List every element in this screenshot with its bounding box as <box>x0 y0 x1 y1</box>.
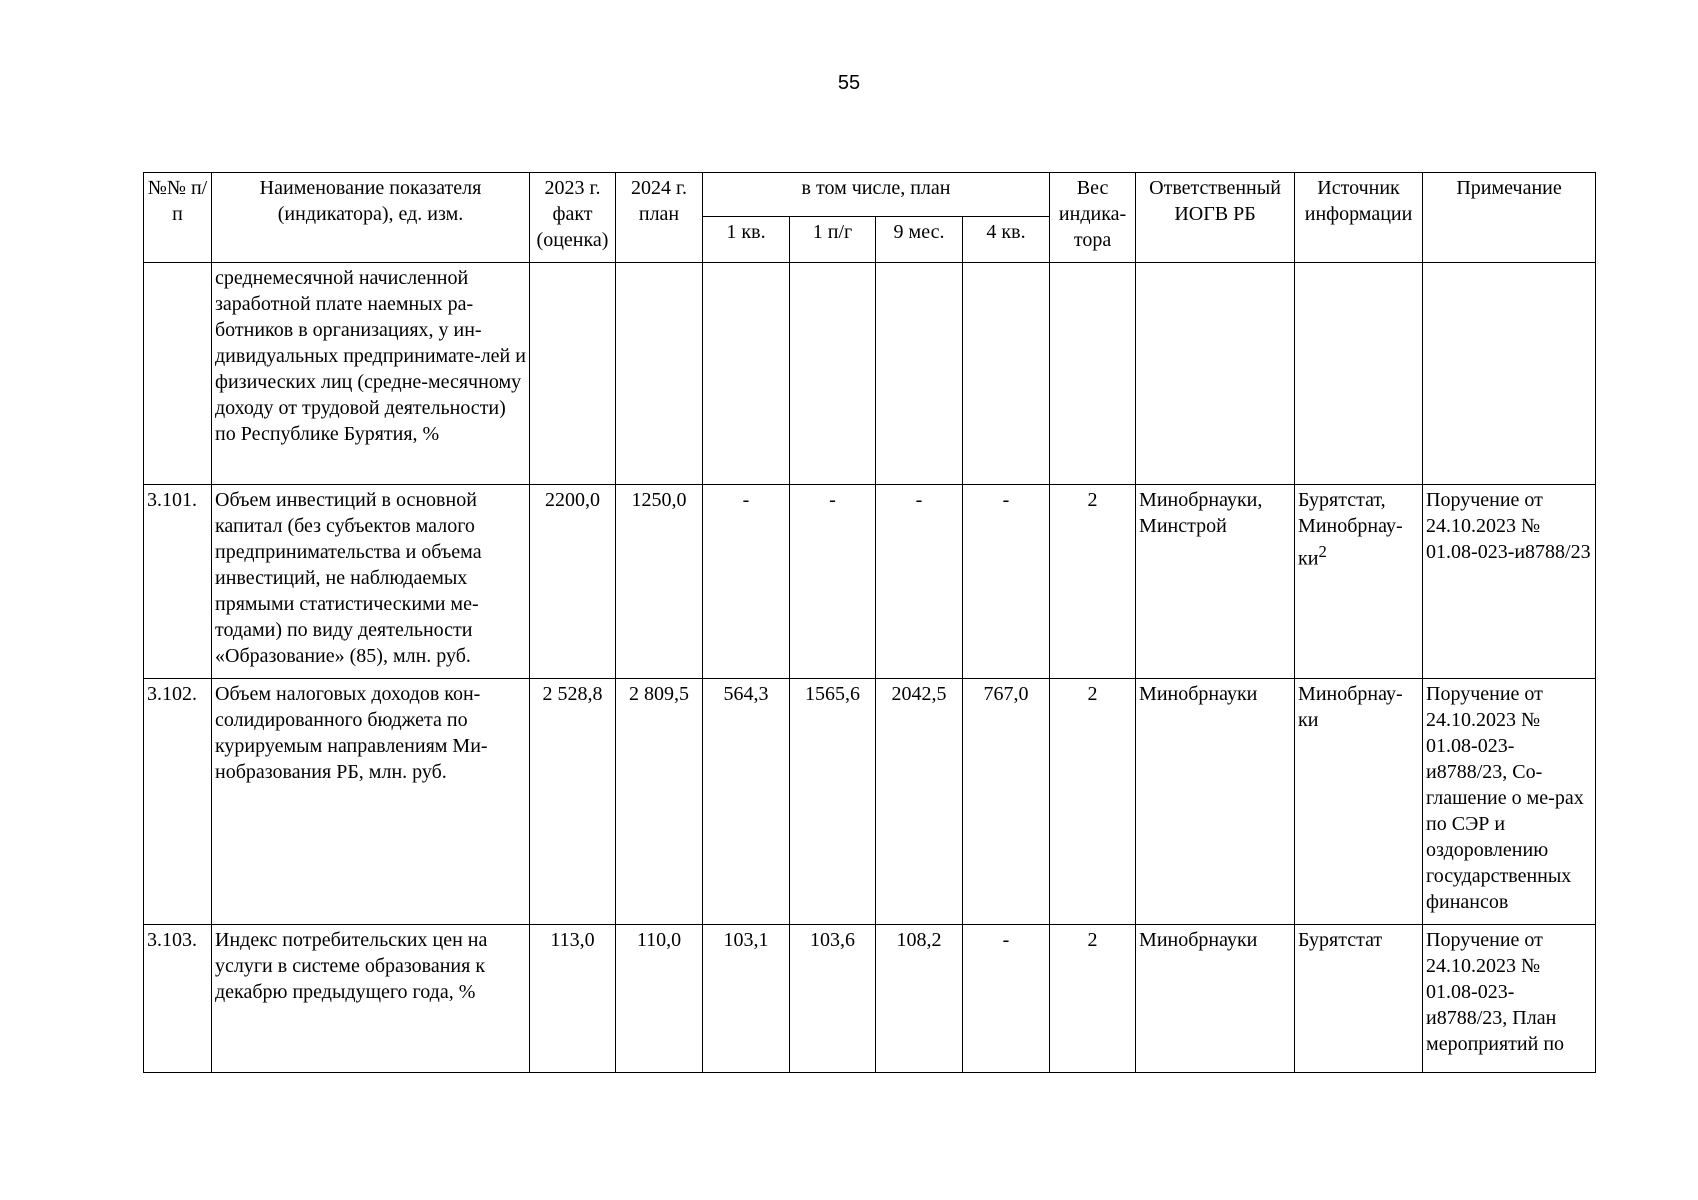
cell-source: Бурятстат <box>1295 925 1423 1073</box>
indicator-table <box>143 172 1596 1073</box>
header-responsible: Ответственный ИОГВ РБ <box>1136 173 1295 263</box>
cell-source: Минобрнау-ки <box>1295 679 1423 925</box>
cell-responsible: Минобрнауки, Минстрой <box>1136 485 1295 679</box>
cell-2024 <box>616 263 703 485</box>
header-source: Источник информации <box>1295 173 1423 263</box>
cell-source <box>1295 263 1423 485</box>
header-2024: 2024 г. план <box>616 173 703 263</box>
header-note: Примечание <box>1423 173 1596 263</box>
cell-note <box>1423 263 1596 485</box>
cell-note: Поручение от 24.10.2023 № 01.08-023-и8788/23, Со-глашение о ме-рах по СЭР и оздоровлению государственных финансов <box>1423 679 1596 925</box>
cell-name: Объем инвестиций в основной капитал (без субъектов малого предпринимательства и объема инвестиций, не наблюдаемых прямыми статистическими ме-тодами) по виду деятельности «Образование» (85), млн. руб. <box>212 485 530 679</box>
cell-9m: - <box>876 485 963 679</box>
cell-num: 3.101. <box>144 485 212 679</box>
cell-weight: 2 <box>1050 925 1136 1073</box>
header-including-plan: в том числе, план <box>703 173 1050 217</box>
cell-q1: - <box>703 485 790 679</box>
cell-2023 <box>530 263 616 485</box>
cell-note: Поручение от 24.10.2023 № 01.08-023-и8788/23 <box>1423 485 1596 679</box>
cell-9m <box>876 263 963 485</box>
cell-2023: 2200,0 <box>530 485 616 679</box>
cell-h1 <box>790 263 876 485</box>
page-number: 55 <box>837 72 861 94</box>
header-num: №№ п/п <box>144 173 212 263</box>
cell-9m: 108,2 <box>876 925 963 1073</box>
cell-h1: 103,6 <box>790 925 876 1073</box>
table-row <box>144 925 1596 1073</box>
source-text: Бурятстат, Минобрнау-ки <box>1298 489 1403 570</box>
cell-q4 <box>963 263 1050 485</box>
header-q1: 1 кв. <box>703 217 790 263</box>
cell-responsible: Минобрнауки <box>1136 925 1295 1073</box>
cell-weight: 2 <box>1050 679 1136 925</box>
cell-2024: 1250,0 <box>616 485 703 679</box>
cell-responsible <box>1136 263 1295 485</box>
cell-q1: 564,3 <box>703 679 790 925</box>
cell-q4: 767,0 <box>963 679 1050 925</box>
cell-note: Поручение от 24.10.2023 № 01.08-023-и8788/23, План мероприятий по <box>1423 925 1596 1073</box>
cell-2023: 2 528,8 <box>530 679 616 925</box>
table-row <box>144 485 1596 679</box>
table-header-row <box>144 173 1596 217</box>
cell-name: среднемесячной начисленной заработной плате наемных ра-ботников в организациях, у ин-дивидуальных предпринимате-лей и физических лиц (средне-месячному доходу от трудовой деятельности) по Республике Бурятия, % <box>212 263 530 485</box>
cell-responsible: Минобрнауки <box>1136 679 1295 925</box>
cell-num: 3.103. <box>144 925 212 1073</box>
cell-2023: 113,0 <box>530 925 616 1073</box>
cell-9m: 2042,5 <box>876 679 963 925</box>
cell-2024: 2 809,5 <box>616 679 703 925</box>
cell-q1 <box>703 263 790 485</box>
cell-2024: 110,0 <box>616 925 703 1073</box>
header-name: Наименование показателя (индикатора), ед. изм. <box>212 173 530 263</box>
cell-weight: 2 <box>1050 485 1136 679</box>
cell-weight <box>1050 263 1136 485</box>
cell-num: 3.102. <box>144 679 212 925</box>
footnote-mark: 2 <box>1318 542 1327 561</box>
table-row <box>144 679 1596 925</box>
header-h1: 1 п/г <box>790 217 876 263</box>
cell-h1: - <box>790 485 876 679</box>
header-2023: 2023 г. факт (оценка) <box>530 173 616 263</box>
cell-q4: - <box>963 925 1050 1073</box>
cell-num <box>144 263 212 485</box>
header-q4: 4 кв. <box>963 217 1050 263</box>
cell-name: Объем налоговых доходов кон-солидированного бюджета по курируемым направлениям Ми-нобразования РБ, млн. руб. <box>212 679 530 925</box>
header-weight: Вес индика-тора <box>1050 173 1136 263</box>
cell-h1: 1565,6 <box>790 679 876 925</box>
cell-q1: 103,1 <box>703 925 790 1073</box>
cell-name: Индекс потребительских цен на услуги в системе образования к декабрю предыдущего года, % <box>212 925 530 1073</box>
header-9m: 9 мес. <box>876 217 963 263</box>
cell-source <box>1295 485 1423 679</box>
table-row <box>144 263 1596 485</box>
cell-q4: - <box>963 485 1050 679</box>
